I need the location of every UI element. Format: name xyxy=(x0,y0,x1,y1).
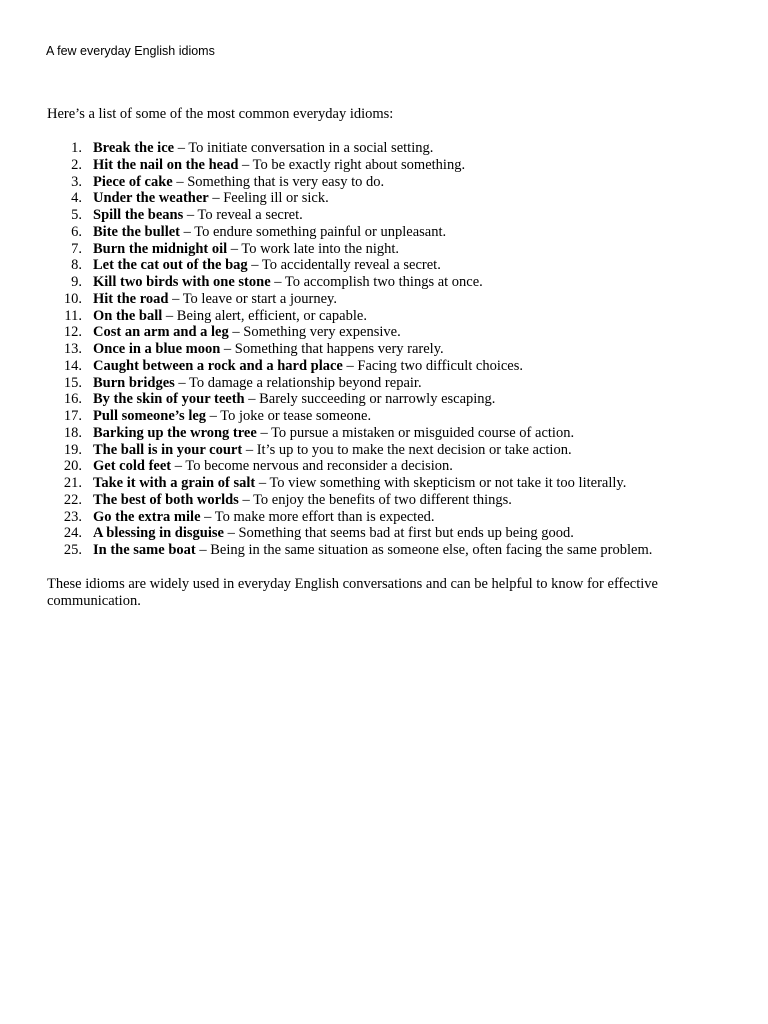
idiom-list-item xyxy=(47,425,747,442)
dash-separator: – xyxy=(174,374,190,391)
dash-separator: – xyxy=(208,190,224,207)
idiom-list-item xyxy=(47,308,747,325)
list-number: 11. xyxy=(64,307,82,324)
idiom-definition: Something that is very easy to do. xyxy=(187,173,385,190)
idiom-definition: Barely succeeding or narrowly escaping. xyxy=(259,391,496,408)
idiom-definition: Facing two difficult choices. xyxy=(357,357,524,374)
idiom-definition: Something that seems bad at first but ends up being good. xyxy=(238,525,574,542)
list-number: 22. xyxy=(63,491,82,508)
idiom-definition: To make more effort than is expected. xyxy=(214,508,435,525)
list-number: 15. xyxy=(63,374,82,391)
idiom-list-item xyxy=(47,375,747,392)
idiom-list-item xyxy=(47,492,747,509)
dash-separator: – xyxy=(162,307,177,324)
dash-separator: – xyxy=(242,441,257,458)
list-number: 6. xyxy=(71,223,82,240)
idiom-term: By the skin of your teeth xyxy=(93,391,245,408)
idiom-list-item xyxy=(47,174,747,191)
idiom-term: Hit the nail on the head xyxy=(93,156,239,173)
idiom-list-item xyxy=(47,274,747,291)
list-number: 1. xyxy=(71,140,82,156)
list-number: 4. xyxy=(71,190,82,207)
idiom-term: Get cold feet xyxy=(93,458,172,475)
idiom-list-item xyxy=(47,509,747,526)
dash-separator: – xyxy=(180,223,195,240)
dash-separator: – xyxy=(220,341,235,357)
idiom-term: Once in a blue moon xyxy=(93,341,221,357)
list-number: 8. xyxy=(71,257,82,274)
list-number: 18. xyxy=(63,424,82,441)
dash-separator: – xyxy=(255,475,270,491)
idiom-definition: To pursue a mistaken or misguided course of action. xyxy=(271,424,575,441)
idiom-definition: To endure something painful or unpleasant. xyxy=(194,223,447,240)
list-number: 25. xyxy=(63,542,82,558)
dash-separator: – xyxy=(171,458,186,475)
idiom-definition: To be exactly right about something. xyxy=(252,156,466,173)
list-number: 17. xyxy=(63,408,82,424)
idiom-list-item xyxy=(47,358,747,375)
idiom-term: Take it with a grain of salt xyxy=(93,475,256,491)
list-number: 19. xyxy=(63,441,82,458)
list-number: 21. xyxy=(63,475,82,491)
idiom-definition: Being alert, efficient, or capable. xyxy=(176,307,367,324)
dash-separator: – xyxy=(238,156,253,173)
idiom-term: Break the ice xyxy=(93,140,175,156)
idiom-definition: To become nervous and reconsider a decision. xyxy=(185,458,453,475)
intro-paragraph: Here’s a list of some of the most common everyday idioms: xyxy=(47,106,394,122)
idiom-list-item xyxy=(47,257,747,274)
idiom-list-item xyxy=(47,525,747,542)
idiom-list-item xyxy=(47,157,747,174)
list-number: 20. xyxy=(63,458,82,475)
list-number: 14. xyxy=(63,357,82,374)
dash-separator: – xyxy=(206,408,221,424)
idiom-definition: To enjoy the benefits of two different things. xyxy=(253,491,512,508)
dash-separator: – xyxy=(256,424,272,441)
idiom-term: Burn bridges xyxy=(93,374,175,391)
list-number: 5. xyxy=(71,207,82,223)
document-title: A few everyday English idioms xyxy=(46,44,215,58)
list-number: 3. xyxy=(71,173,82,190)
idiom-definition: To view something with skepticism or not take it too literally. xyxy=(269,475,627,491)
idiom-list xyxy=(47,140,747,559)
conclusion-paragraph: These idioms are widely used in everyday English conversations and can be helpful to know for effective communication. xyxy=(47,576,658,609)
dash-separator: – xyxy=(172,173,188,190)
idiom-list-item xyxy=(47,475,747,492)
dash-separator: – xyxy=(228,324,244,341)
idiom-term: Spill the beans xyxy=(93,207,184,223)
idiom-definition: It’s up to you to make the next decision or take action. xyxy=(256,441,572,458)
dash-separator: – xyxy=(342,357,358,374)
list-number: 10. xyxy=(63,290,82,307)
idiom-definition: To accomplish two things at once. xyxy=(284,274,483,290)
idiom-definition: To accidentally reveal a secret. xyxy=(261,257,441,274)
idiom-definition: To reveal a secret. xyxy=(197,207,303,223)
dash-separator: – xyxy=(223,525,239,542)
list-number: 23. xyxy=(63,508,82,525)
list-number: 7. xyxy=(71,240,82,257)
idiom-list-item xyxy=(47,241,747,258)
idiom-definition: To damage a relationship beyond repair. xyxy=(189,374,422,391)
idiom-list-item xyxy=(47,391,747,408)
dash-separator: – xyxy=(195,542,211,558)
idiom-term: Hit the road xyxy=(93,290,169,307)
list-number: 24. xyxy=(63,525,82,542)
idiom-term: Under the weather xyxy=(93,190,209,207)
idiom-term: Cost an arm and a leg xyxy=(93,324,229,341)
idiom-list-item xyxy=(47,224,747,241)
idiom-term: Let the cat out of the bag xyxy=(93,257,248,274)
idiom-term: Piece of cake xyxy=(93,173,173,190)
idiom-list-item xyxy=(47,207,747,224)
idiom-list-item xyxy=(47,408,747,425)
idiom-term: Barking up the wrong tree xyxy=(93,424,257,441)
idiom-definition: Something very expensive. xyxy=(243,324,401,341)
dash-separator: – xyxy=(247,257,262,274)
idiom-term: Burn the midnight oil xyxy=(93,240,228,257)
dash-separator: – xyxy=(238,491,254,508)
idiom-list-item xyxy=(47,291,747,308)
idiom-definition: Something that happens very rarely. xyxy=(234,341,444,357)
dash-separator: – xyxy=(244,391,260,408)
list-number: 12. xyxy=(63,324,82,341)
idiom-definition: To work late into the night. xyxy=(241,240,400,257)
idiom-term: Kill two birds with one stone xyxy=(93,274,271,290)
idiom-list-item xyxy=(47,458,747,475)
idiom-list-item xyxy=(47,442,747,459)
dash-separator: – xyxy=(183,207,198,223)
idiom-term: Bite the bullet xyxy=(93,223,180,240)
idiom-definition: To initiate conversation in a social setting. xyxy=(188,140,434,156)
dash-separator: – xyxy=(270,274,285,290)
idiom-term: Go the extra mile xyxy=(93,508,201,525)
dash-separator: – xyxy=(200,508,215,525)
idiom-list-item xyxy=(47,542,747,559)
idiom-term: A blessing in disguise xyxy=(93,525,224,542)
list-number: 13. xyxy=(63,341,82,357)
idiom-list-item xyxy=(47,190,747,207)
idiom-definition: To leave or start a journey. xyxy=(182,290,337,307)
idiom-term: In the same boat xyxy=(93,542,196,558)
list-number: 2. xyxy=(71,156,82,173)
idiom-term: Caught between a rock and a hard place xyxy=(93,357,343,374)
idiom-term: The best of both worlds xyxy=(93,491,239,508)
idiom-list-item xyxy=(47,324,747,341)
idiom-definition: Being in the same situation as someone else, often facing the same problem. xyxy=(210,542,653,558)
idiom-list-item xyxy=(47,341,747,358)
dash-separator: – xyxy=(227,240,242,257)
list-number: 16. xyxy=(63,391,82,408)
idiom-term: On the ball xyxy=(93,307,163,324)
dash-separator: – xyxy=(174,140,189,156)
idiom-term: Pull someone’s leg xyxy=(93,408,207,424)
dash-separator: – xyxy=(168,290,183,307)
idiom-definition: Feeling ill or sick. xyxy=(223,190,329,207)
idiom-term: The ball is in your court xyxy=(93,441,243,458)
idiom-list-item xyxy=(47,140,747,157)
list-number: 9. xyxy=(71,274,82,290)
idiom-definition: To joke or tease someone. xyxy=(220,408,372,424)
